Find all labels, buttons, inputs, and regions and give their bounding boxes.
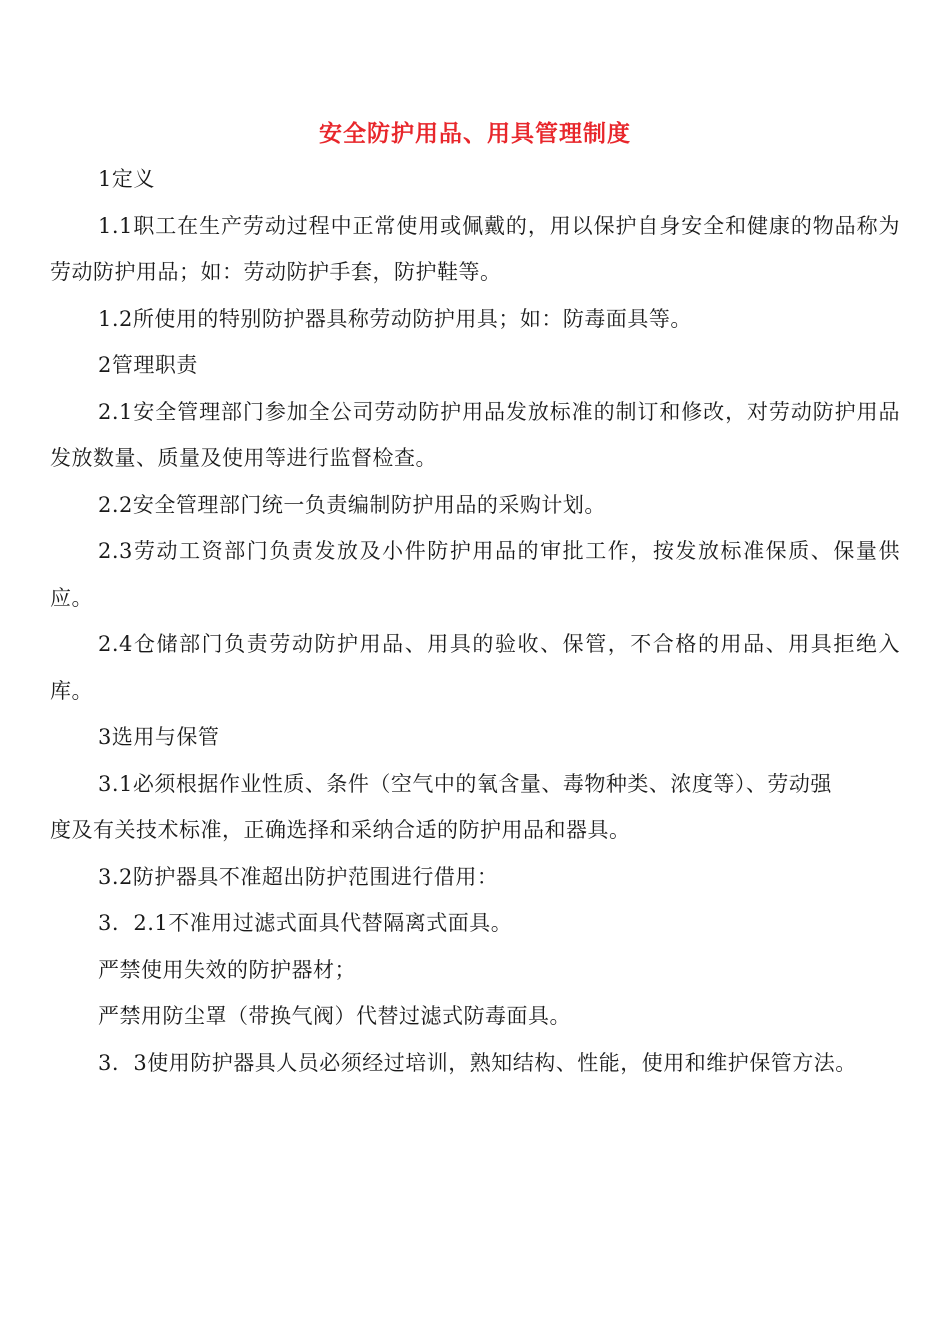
- paragraph-prohibition-1: 严禁使用失效的防护器材；: [98, 957, 356, 982]
- paragraph-1-2: 1.2所使用的特别防护器具称劳动防护用具；如：防毒面具等。: [98, 306, 692, 331]
- paragraph-3-3: 3. 3使用防护器具人员必须经过培训，熟知结构、性能，使用和维护保管方法。: [98, 1050, 857, 1075]
- paragraph-3-2-1: 3. 2.1不准用过滤式面具代替隔离式面具。: [98, 911, 513, 935]
- document-page: [50, 112, 900, 1086]
- paragraph-3-1-continued: 度及有关技术标准，正确选择和采纳合适的防护用品和器具。: [50, 818, 631, 842]
- section-heading-responsibilities: 2管理职责: [98, 353, 198, 377]
- paragraph-2-2: 2.2安全管理部门统一负责编制防护用品的采购计划。: [98, 492, 606, 517]
- section-heading-selection: 3选用与保管: [98, 725, 220, 749]
- paragraph-prohibition-2: 严禁用防尘罩（带换气阀）代替过滤式防毒面具。: [98, 1004, 571, 1028]
- section-heading-definition: 1定义: [98, 167, 155, 191]
- document-body: [50, 156, 900, 1086]
- paragraph-2-1: 2.1安全管理部门参加全公司劳动防护用品发放标准的制订和修改，对劳动防护用品发放数量、质量及使用等进行监督检查。: [50, 399, 900, 470]
- document-title: 安全防护用品、用具管理制度: [319, 120, 631, 147]
- paragraph-2-4: 2.4仓储部门负责劳动防护用品、用具的验收、保管，不合格的用品、用具拒绝入库。: [50, 632, 900, 703]
- paragraph-3-1: 3.1必须根据作业性质、条件（空气中的氧含量、毒物种类、浓度等）、劳动强: [98, 771, 832, 796]
- paragraph-1-1: 1.1职工在生产劳动过程中正常使用或佩戴的，用以保护自身安全和健康的物品称为劳动防护用品；如：劳动防护手套，防护鞋等。: [50, 213, 900, 284]
- paragraph-2-3: 2.3劳动工资部门负责发放及小件防护用品的审批工作，按发放标准保质、保量供应。: [50, 539, 900, 610]
- paragraph-3-2: 3.2防护器具不准超出防护范围进行借用：: [98, 864, 499, 889]
